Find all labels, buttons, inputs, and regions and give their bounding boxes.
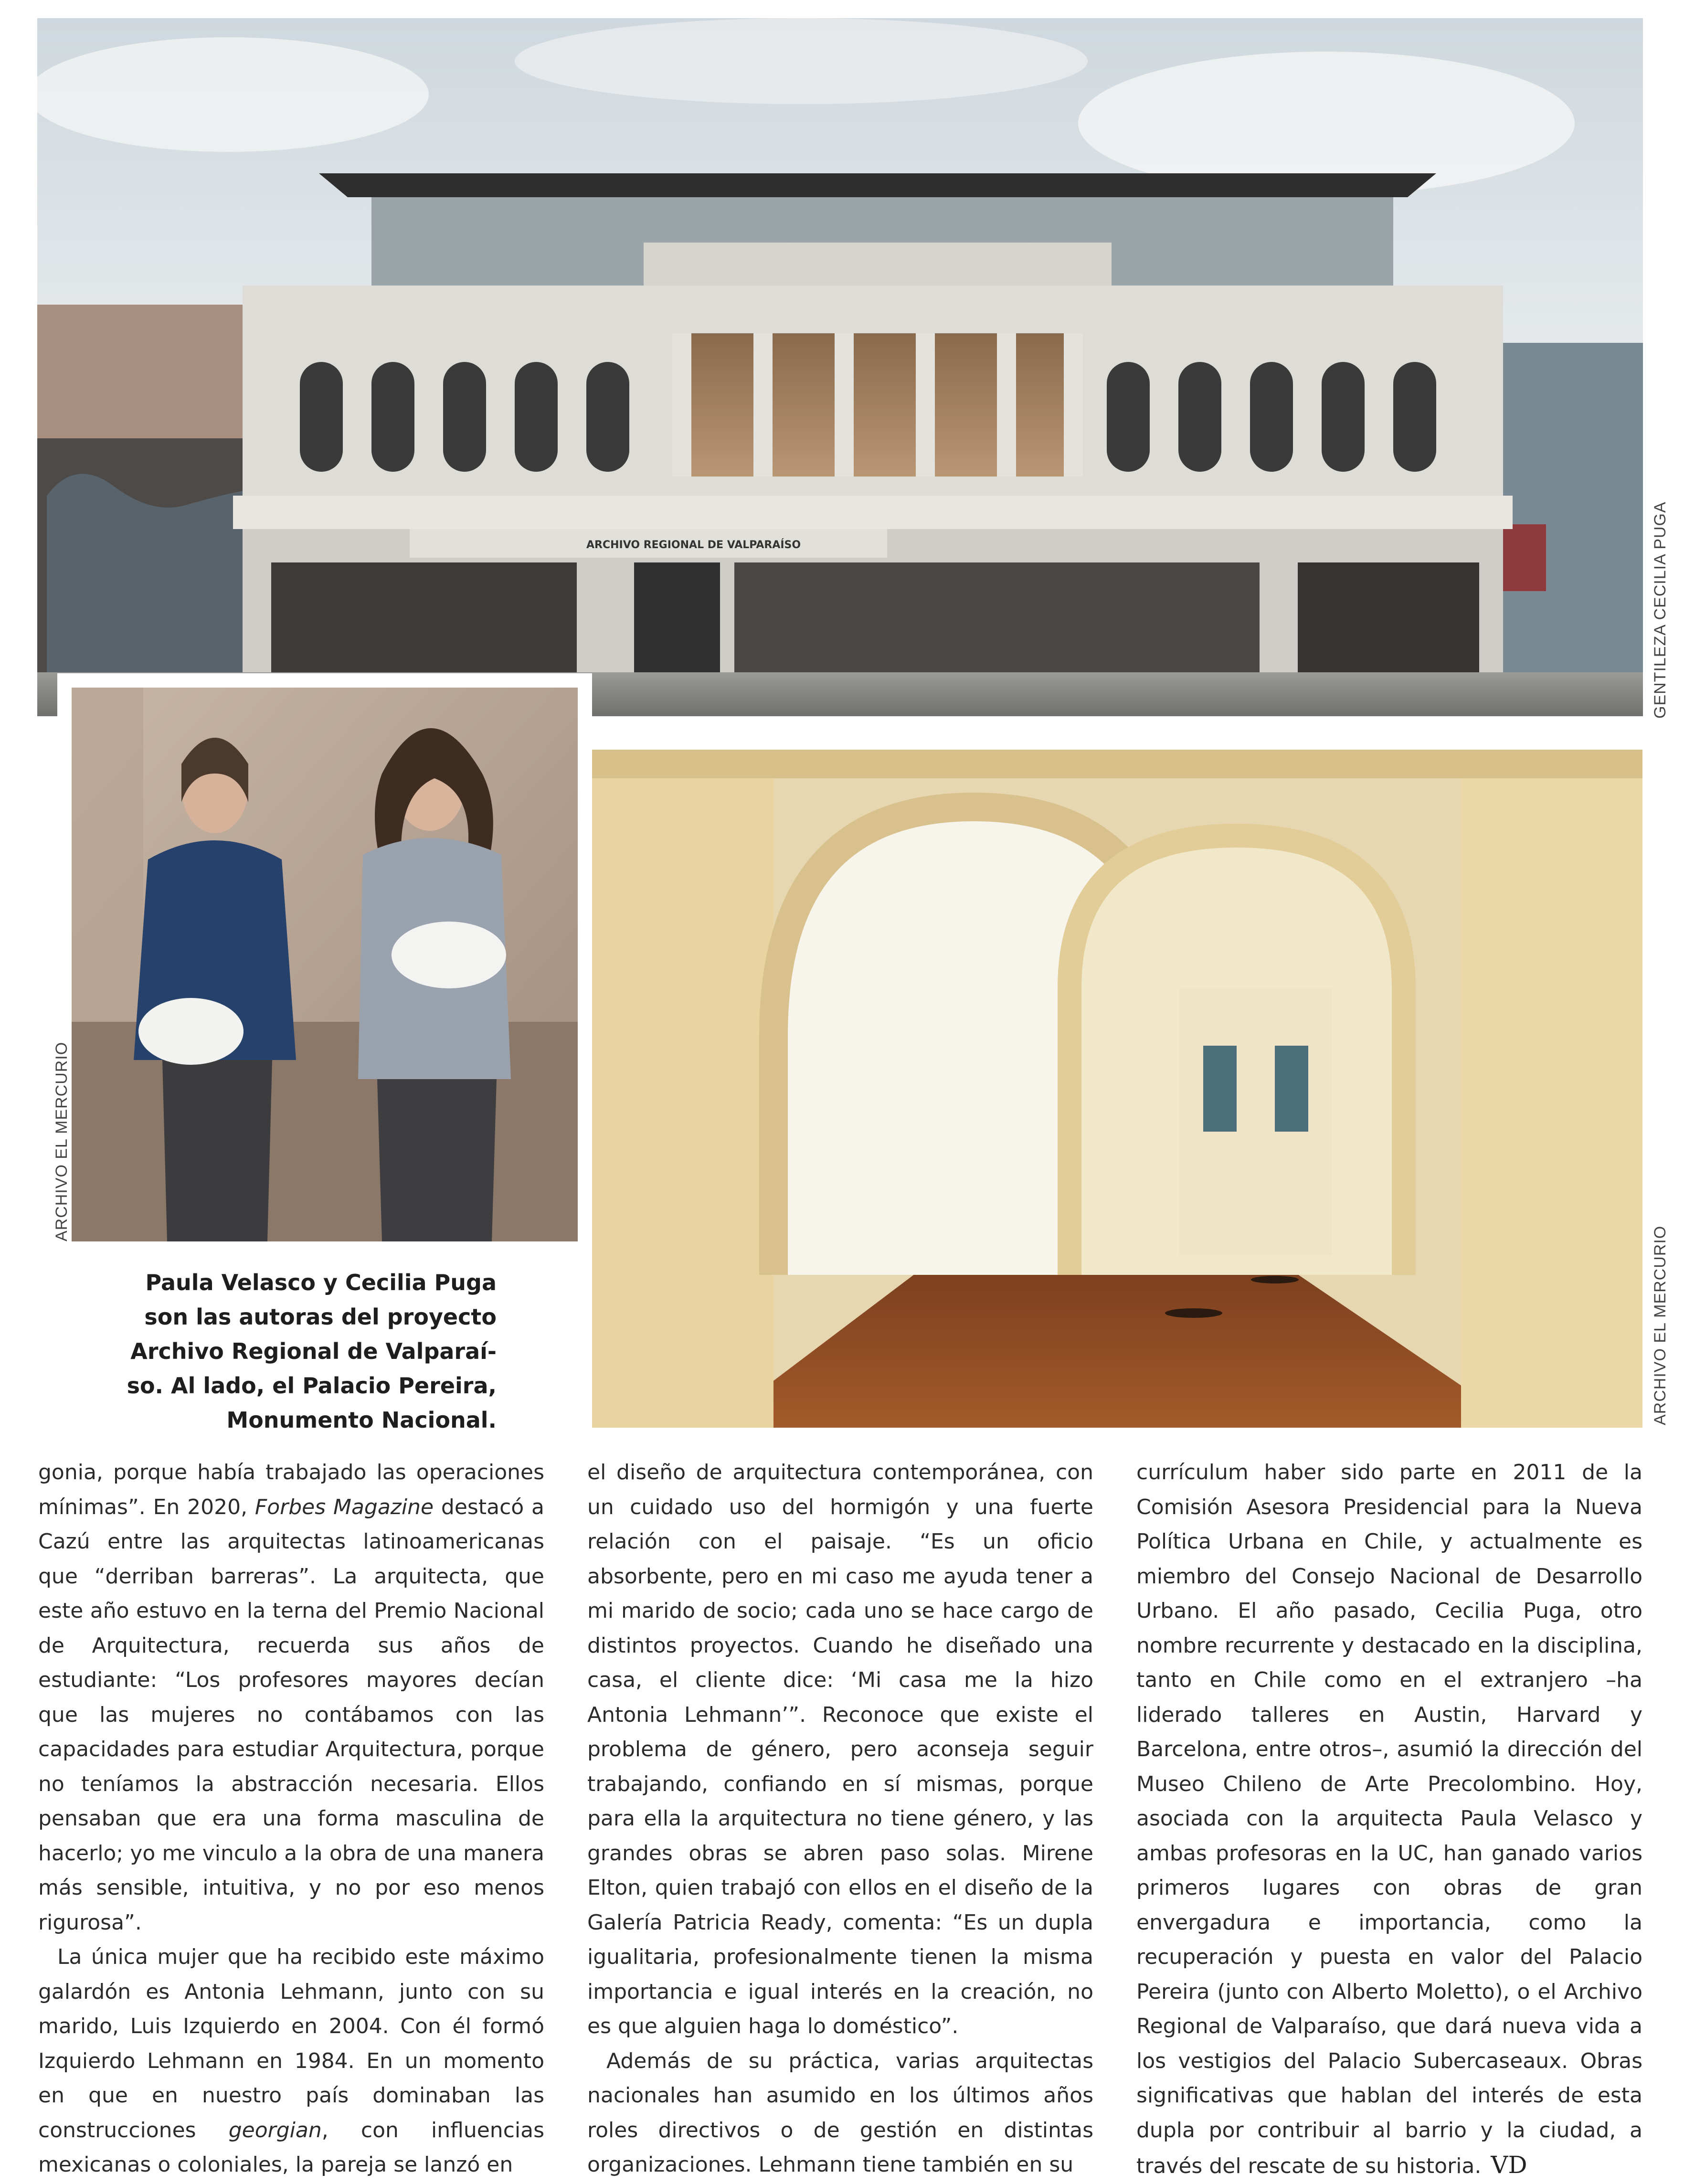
palacio-pereira-interior-photo <box>592 750 1642 1428</box>
facade-sign-text: ARCHIVO REGIONAL DE VALPARAÍSO <box>586 539 801 551</box>
caption-line: Monumento Nacional. <box>226 1407 497 1433</box>
caption-line: Archivo Regional de Valparaí- <box>130 1338 497 1364</box>
photo-credit-interior: ARCHIVO EL MERCURIO <box>1651 1225 1669 1425</box>
article-paragraph: el diseño de arquitectura contemporánea, con un cuidado uso del hormigón y una fuerte relación con el paisaje. “Es un oficio absorbente, pero en mi caso me ayuda tener a mi marido de socio; cada uno se hace cargo de distintos proyectos. Cuando he diseñado una casa, el cliente dice: ‘Mi casa me la hizo Antonia Lehmann’”. Reconoce que existe el problema de género, pero aconseja seguir trabajando, confiando en sí mismas, porque para ella la arquitectura no tiene género, y las grandes obras se abren paso solas. Mirene Elton, quien trabajó con ellos en el diseño de la Galería Patricia Ready, comenta: “Es un dupla igualitaria, profesionalmente tienen la misma importancia e igual interés en la creación, no es que alguien haga lo doméstico”. <box>587 1460 1093 2038</box>
photo-caption <box>119 1265 497 1437</box>
article-column-1 <box>38 1455 544 2183</box>
italic-text: Forbes Magazine <box>254 1495 434 1519</box>
caption-line: Paula Velasco y Cecilia Puga <box>145 1270 497 1295</box>
text-run: currículum haber sido parte en 2011 de la Comisión Asesora Presidencial para la Nueva Política Urbana en Chile, y actualmente es miembro del Consejo Nacional de Desarrollo Urbano. El año pasado, Cecilia Puga, otro nombre recurrente y destacado en la disciplina, tanto en Chile como en el extranjero –ha liderado talleres en Austin, Harvard y Barcelona, entre otros–, asumió la dirección del Museo Chileno de Arte Precolombino. Hoy, asociada con la arquitecta Paula Velasco y ambas profesoras en la UC, han ganado varios primeros lugares con obras de gran envergadura e importancia, como la recuperación y puesta en valor del Palacio Pereira (junto con Alberto Moletto), o el Archivo Regional de Valparaíso, que dará nueva vida a los vestigios del Palacio Subercaseaux. Obras significativas que hablan del interés de esta dupla por contribuir al barrio y la ciudad, a través del rescate de su historia. <box>1136 1460 1642 2178</box>
text-run: La única mujer que ha recibido este máximo galardón es Antonia Lehmann, junto con su marido, Luis Izquierdo en 2004. Con él formó Izquierdo Lehmann en 1984. En un momento en que en nuestro país dominaban las construcciones <box>38 1945 544 2142</box>
signoff-mark: VD <box>1491 2151 1527 2179</box>
text-run: gonia, porque había trabajado las operaciones mínimas”. En 2020, <box>38 1460 544 1519</box>
italic-text: georgian <box>228 2118 322 2142</box>
text-run: destacó a Cazú entre las arquitectas latinoamericanas que “derriban barreras”. La arquitecta, que este año estuvo en la terna del Premio Nacional de Arquitectura, recuerda sus años de estudiante: “Los profesores mayores decían que las mujeres no contábamos con las capacidades para estudiar Arquitectura, porque no teníamos la abstracción necesaria. Ellos pensaban que era una forma masculina de hacerlo; yo me vinculo a la obra de una manera más sensible, intuitiva, y no por eso menos rigurosa”. <box>38 1495 544 1935</box>
article-paragraph <box>1136 1455 1642 2184</box>
portrait-photo <box>57 673 592 1256</box>
article-column-2 <box>587 1455 1093 2183</box>
article-column-3 <box>1136 1455 1642 2184</box>
photo-credit-top: GENTILEZA CECILIA PUGA <box>1651 501 1669 719</box>
facade-rendering-image <box>37 18 1643 716</box>
photo-credit-portrait: ARCHIVO EL MERCURIO <box>53 1041 71 1241</box>
article-paragraph: Además de su práctica, varias arquitectas nacionales han asumido en los últimos años roles directivos o de gestión en distintas organizaciones. Lehmann tiene también en su <box>587 2048 1093 2177</box>
article-paragraph <box>38 1940 544 2183</box>
article-paragraph <box>38 1455 544 1940</box>
caption-line: son las autoras del proyecto <box>144 1304 497 1330</box>
text-run: , con influencias mexicanas o coloniales, la pareja se lanzó en <box>38 2118 544 2177</box>
caption-line: so. Al lado, el Palacio Pereira, <box>127 1373 497 1399</box>
